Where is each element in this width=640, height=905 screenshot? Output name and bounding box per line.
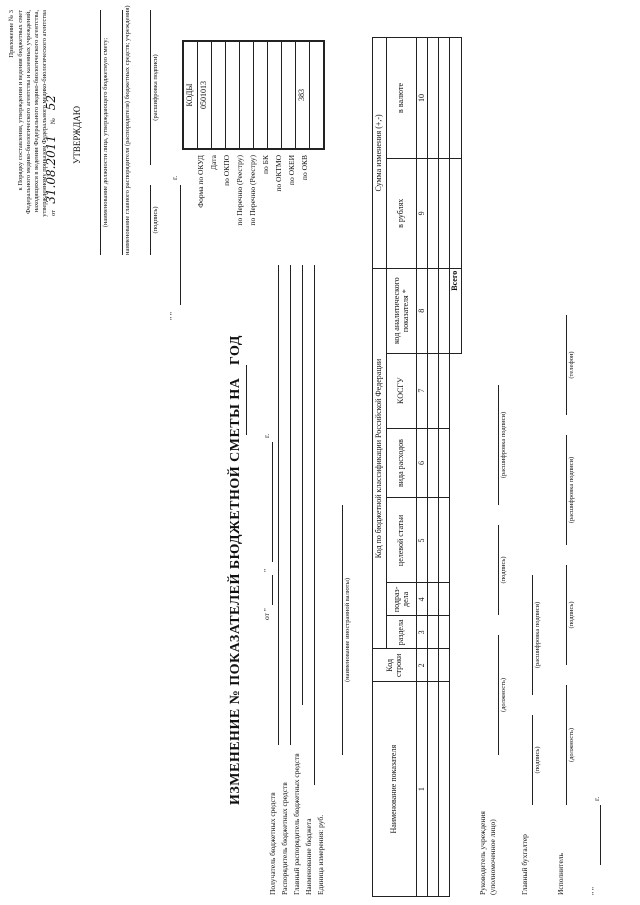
appendix-number: Приложение № 3 — [8, 10, 15, 58]
field-currency-caption: (наименование иностранной валюты) — [344, 578, 351, 682]
code-okpo — [226, 41, 240, 149]
col-num: 6 — [417, 428, 428, 498]
sign-executor-signature-caption: (подпись) — [568, 601, 575, 629]
title-year-suffix: г. — [262, 433, 271, 438]
appendix-date-handwritten: 31.08.2011 — [44, 135, 58, 204]
code-date — [212, 41, 226, 149]
approve-title: УТВЕРЖДАЮ — [72, 106, 82, 165]
col-num: 5 — [417, 498, 428, 583]
col-num: 10 — [417, 38, 428, 159]
appendix-date-prefix: от — [50, 210, 57, 217]
th-target: целевой статьи — [387, 498, 417, 583]
code-oktmo — [282, 41, 296, 149]
th-indicator-name: Наименование показателя — [373, 682, 417, 897]
field-main-manager-label: Главный распорядитель бюджетных средств — [292, 753, 301, 895]
field-manager-label: Распорядитель бюджетных средств — [280, 782, 289, 895]
sign-executor-label: Исполнитель — [556, 853, 565, 895]
codes-label-okei: по ОКЕИ — [287, 155, 296, 186]
sign-executor-decoding-caption: (расшифровка подписи) — [568, 456, 575, 524]
title-date-prefix: от " — [262, 608, 271, 620]
field-unit-label: Единица измерения: руб. — [316, 814, 325, 895]
col-num: 4 — [417, 583, 428, 616]
sign-year-suffix: г. — [592, 796, 601, 801]
field-recipient-label: Получатель бюджетных средств — [268, 792, 277, 895]
th-kbk: Код по бюджетной классификации Российской Федерации — [373, 268, 387, 649]
codes-label-register: по Перечню (Реестру) — [235, 155, 244, 226]
table-total-row — [450, 38, 462, 897]
field-budget-name-label: Наименование бюджета — [304, 818, 313, 895]
sign-executor-position-caption: (должность) — [568, 727, 575, 763]
codes-label-oktmo: по ОКТМО — [274, 155, 283, 192]
th-row-code: Код строки — [373, 649, 417, 682]
appendix-line: находящихся в ведении Федерального медико-биологического агентства, — [33, 10, 40, 213]
sign-accountant-decoding-caption: (расшифровка подписи) — [534, 601, 541, 669]
th-kosgu: КОСГУ — [387, 353, 417, 428]
appendix-number-prefix: № — [50, 118, 57, 125]
codes-label-date: Дата — [209, 155, 218, 170]
code-okv — [310, 41, 325, 149]
col-num: 3 — [417, 616, 428, 649]
sign-accountant-label: Главный бухгалтер — [520, 834, 529, 895]
appendix-line: утвержденному приказом Федерального медико-биологического агентства — [41, 10, 48, 217]
th-rub: в рублях — [387, 158, 417, 268]
col-num: 2 — [417, 649, 428, 682]
approve-org-caption: наименование главного распорядителя (распорядителя) бюджетных средств; учреждения) — [124, 5, 131, 255]
approve-position-caption: (наименование должности лица, утверждающего бюджетную смету; — [102, 37, 109, 228]
code-register — [254, 41, 268, 149]
codes-table — [182, 40, 325, 150]
appendix-number-handwritten: 52 — [44, 95, 58, 111]
codes-label-register: по Перечню (Реестру) — [248, 155, 257, 226]
codes-label-okv: по ОКВ — [300, 155, 309, 181]
sign-head-sublabel: (уполномоченное лицо) — [488, 819, 497, 895]
code-okei: 383 — [296, 41, 310, 149]
col-num: 7 — [417, 353, 428, 428]
table-row — [439, 38, 450, 897]
sign-head-signature-caption: (подпись) — [500, 556, 507, 584]
codes-label-okud: Форма по ОКУД — [196, 155, 205, 208]
sign-accountant-signature-caption: (подпись) — [534, 746, 541, 774]
appendix-line: к Порядку составления, утверждения и ведения бюджетных смет — [17, 10, 24, 191]
table-row — [428, 38, 439, 897]
sign-head-label: Руководитель учреждения — [478, 811, 487, 895]
approve-date-quote: " " — [168, 312, 177, 320]
th-sum-change: Сумма изменения (+,-) — [373, 38, 387, 269]
page-title: ИЗМЕНЕНИЕ № ПОКАЗАТЕЛЕЙ БЮДЖЕТНОЙ СМЕТЫ НА — [228, 377, 243, 805]
approve-year-suffix: г. — [170, 175, 179, 180]
th-expense: вида расходов — [387, 428, 417, 498]
approve-signature-caption: (подпись) — [152, 206, 159, 234]
col-num: 8 — [417, 268, 428, 353]
th-subsection: подраз-дела — [387, 583, 417, 616]
sign-head-decoding-caption: (расшифровка подписи) — [500, 411, 507, 479]
code-okud: 0501013 — [198, 41, 212, 149]
approve-decoding-caption: (расшифровка подписи) — [152, 54, 159, 121]
codes-label-bk: по БК — [261, 155, 270, 174]
appendix-line: Федерального медико-биологического агентства и казенных учреждений, — [25, 10, 32, 214]
col-num: 1 — [417, 682, 428, 897]
total-label: Всего — [450, 268, 462, 353]
col-num: 9 — [417, 158, 428, 268]
page-title-year: ГОД — [228, 335, 243, 365]
codes-label-okpo: по ОКПО — [222, 155, 231, 186]
code-register — [240, 41, 254, 149]
budget-table — [372, 37, 462, 897]
th-currency: в валюте — [387, 38, 417, 159]
codes-header: КОДЫ — [183, 41, 198, 149]
code-bk — [268, 41, 282, 149]
sign-date-quote: " " — [590, 887, 599, 895]
sign-executor-phone-caption: (телефон) — [568, 351, 575, 379]
th-analytic: код аналитического показателя * — [387, 268, 417, 353]
title-date-quote: " — [262, 568, 271, 572]
sign-head-position-caption: (должность) — [500, 677, 507, 713]
th-section: раздела — [387, 616, 417, 649]
